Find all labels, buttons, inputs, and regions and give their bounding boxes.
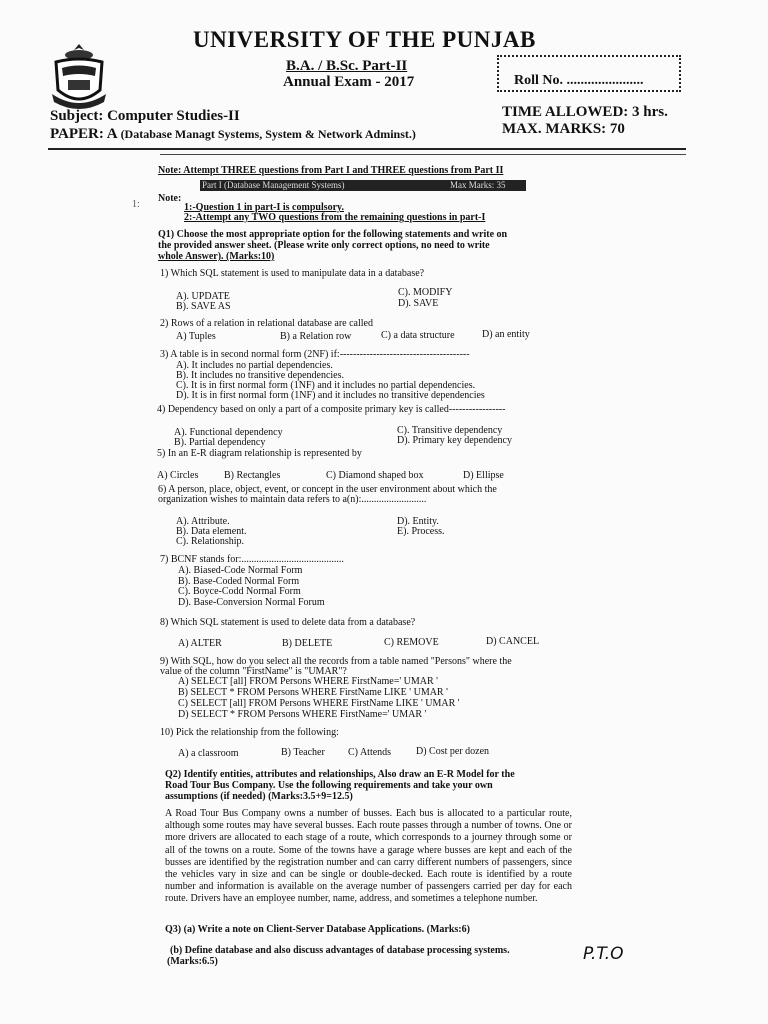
mcq-3-a: A). It includes no partial dependencies. — [176, 360, 333, 371]
mcq-5-b: B) Rectangles — [224, 470, 281, 481]
mcq-8-b: B) DELETE — [282, 638, 333, 649]
mcq-9-line2: value of the column "FirstName" is "UMAR"? — [160, 666, 347, 677]
mcq-2-d: D) an entity — [482, 329, 530, 340]
time-allowed: TIME ALLOWED: 3 hrs. — [502, 104, 668, 120]
mcq-4-b: B). Partial dependency — [174, 437, 266, 448]
mcq-1-c: C). MODIFY — [398, 287, 453, 298]
mcq-6-a: A). Attribute. — [176, 516, 230, 527]
mcq-3-c: C). It is in first normal form (1NF) and it includes no partial dependencies. — [176, 380, 476, 391]
mcq-6-b: B). Data element. — [176, 526, 247, 537]
paper-title: (Database Managt Systems, System & Network Adminst.) — [120, 127, 416, 141]
mcq-9-c: C) SELECT [all] FROM Persons WHERE FirstName LIKE ' UMAR ' — [178, 698, 460, 709]
q3-part-a: Q3) (a) Write a note on Client-Server Database Applications. (Marks:6) — [165, 924, 470, 935]
paper-line — [50, 126, 416, 143]
q1-instruction-1: Q1) Choose the most appropriate option for the following statements and write on — [158, 229, 508, 240]
mcq-7-c: C). Boyce-Codd Normal Form — [178, 586, 301, 597]
paper-label: PAPER: A — [50, 126, 117, 142]
part-one-title: Part I (Database Management Systems) — [202, 180, 345, 190]
mcq-6-d: D). Entity. — [397, 516, 439, 527]
q3-part-b-line2: (Marks:6.5) — [167, 956, 218, 967]
mcq-5-c: C) Diamond shaped box — [326, 470, 424, 481]
header-divider-thin — [160, 154, 686, 155]
mcq-8-a: A) ALTER — [178, 638, 222, 649]
q2-scenario-paragraph: A Road Tour Bus Company owns a number of busses. Each bus is allocated to a particular route, although some routes may have several busses. Each route passes through a number of towns. One or more drivers are allocated to each stage of a route, which corresponds to a journey through some or all of the towns on a route. Some of the towns have a garage where busses are kept and each of the busses are identified by the registration number and can carry different numbers of passengers, since the vehicles vary in size and can be single or double-decked. Each route is identified by a route number and information is available on the average number of passengers carried per day for each route. Drivers have an employee number, name, address, and sometimes a telephone number. — [165, 808, 572, 905]
note-compulsory: 1:-Question 1 in part-I is compulsory. — [184, 202, 345, 213]
mcq-1-d: D). SAVE — [398, 298, 439, 309]
subject: Subject: Computer Studies-II — [50, 108, 240, 124]
mcq-8-c: C) REMOVE — [384, 637, 439, 648]
mcq-2-c: C) a data structure — [381, 330, 455, 341]
q2-line2: Road Tour Bus Company. Use the following requirements and take your own — [165, 780, 493, 791]
q1-instruction-3: whole Answer). (Marks:10) — [158, 251, 275, 262]
mcq-10-b: B) Teacher — [281, 747, 325, 758]
header-divider — [48, 148, 686, 150]
mcq-7-d: D). Base-Conversion Normal Forum — [178, 597, 325, 608]
mcq-9-b: B) SELECT * FROM Persons WHERE FirstName LIKE ' UMAR ' — [178, 687, 448, 698]
q1-instruction-2: the provided answer sheet. (Please write only correct options, no need to write — [158, 240, 490, 251]
mcq-2: 2) Rows of a relation in relational database are called — [160, 318, 373, 329]
mcq-10-a: A) a classroom — [178, 748, 239, 759]
mcq-10-c: C) Attends — [348, 747, 392, 758]
mcq-4-c: C). Transitive dependency — [397, 425, 503, 436]
exam-title: B.A. / B.Sc. Part-II — [286, 58, 408, 74]
mcq-2-a: A) Tuples — [176, 331, 216, 342]
q2-line3: assumptions (if needed) (Marks:3.5+9=12.5) — [165, 791, 353, 802]
mcq-6-line1: 6) A person, place, object, event, or concept in the user environment about which the — [158, 484, 497, 495]
mcq-9-line1: 9) With SQL, how do you select all the records from a table named "Persons" where the — [160, 656, 512, 667]
mcq-2-b: B) a Relation row — [280, 331, 352, 342]
mcq-7-a: A). Biased-Code Normal Form — [178, 565, 303, 576]
mcq-4: 4) Dependency based on only a part of a composite primary key is called----------------- — [157, 404, 506, 415]
roll-number-label: Roll No. ...................... — [514, 73, 644, 88]
mcq-4-d: D). Primary key dependency — [397, 435, 512, 446]
annual-exam: Annual Exam - 2017 — [283, 74, 415, 90]
max-marks: MAX. MARKS: 70 — [502, 121, 625, 137]
q2-line1: Q2) Identify entities, attributes and relationships, Also draw an E-R Model for the — [165, 769, 515, 780]
part-one-bar — [200, 180, 526, 191]
note-label: Note: — [158, 193, 182, 204]
university-crest-icon — [48, 42, 110, 112]
main-note: Note: Attempt THREE questions from Part I and THREE questions from Part II — [158, 165, 504, 176]
mcq-6-c: C). Relationship. — [176, 536, 245, 547]
mcq-7-b: B). Base-Coded Normal Form — [178, 576, 300, 587]
please-turn-over: P.T.O — [583, 944, 624, 964]
q3-part-b-line1: (b) Define database and also discuss advantages of database processing systems. — [170, 945, 510, 956]
mcq-1: 1) Which SQL statement is used to manipulate data in a database? — [160, 268, 425, 279]
mcq-9-d: D) SELECT * FROM Persons WHERE FirstName=' UMAR ' — [178, 709, 427, 720]
mcq-10: 10) Pick the relationship from the following: — [160, 727, 339, 738]
mcq-9-a: A) SELECT [all] FROM Persons WHERE FirstName=' UMAR ' — [178, 676, 438, 687]
mcq-10-d: D) Cost per dozen — [416, 746, 490, 757]
mcq-5-a: A) Circles — [157, 470, 199, 481]
mcq-3-b: B). It includes no transitive dependencies. — [176, 370, 345, 381]
mcq-7: 7) BCNF stands for:......................................... — [160, 554, 344, 565]
part-one-marks: Max Marks: 35 — [450, 180, 506, 190]
mcq-1-b: B). SAVE AS — [176, 301, 231, 312]
mcq-8-d: D) CANCEL — [486, 636, 540, 647]
mcq-6-e: E). Process. — [397, 526, 445, 537]
mcq-3-d: D). It is in first normal form (1NF) and it includes no transitive dependencies — [176, 390, 485, 401]
mcq-5: 5) In an E-R diagram relationship is represented by — [157, 448, 362, 459]
mcq-6-line2: organization wishes to maintain data refers to a(n):.......................... — [158, 494, 427, 505]
mcq-1-a: A). UPDATE — [176, 291, 230, 302]
note-attempt: 2:-Attempt any TWO questions from the remaining questions in part-I — [184, 212, 486, 223]
mcq-5-d: D) Ellipse — [463, 470, 504, 481]
mcq-4-a: A). Functional dependency — [174, 427, 283, 438]
mcq-3: 3) A table is in second normal form (2NF) if:--------------------------------------- — [160, 349, 470, 360]
university-title: UNIVERSITY OF THE PUNJAB — [193, 27, 536, 52]
mcq-8: 8) Which SQL statement is used to delete data from a database? — [160, 617, 416, 628]
